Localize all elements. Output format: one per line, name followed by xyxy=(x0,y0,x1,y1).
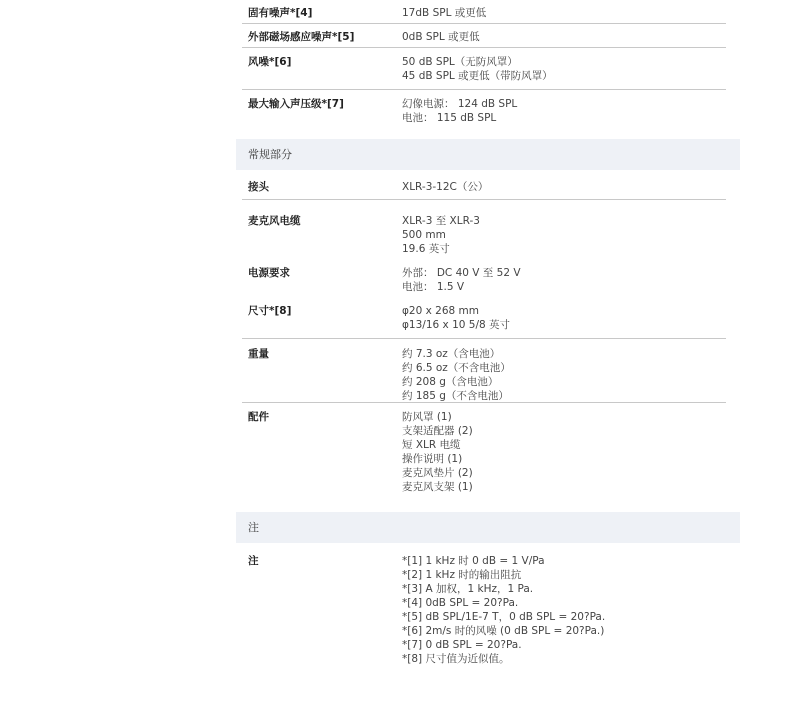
spec-value-line: 500 mm xyxy=(402,229,446,241)
note-line: *[5] dB SPL/1E-7 T，0 dB SPL = 20?Pa. xyxy=(402,611,606,623)
spec-row-wind-noise xyxy=(236,48,740,90)
note-line: *[2] 1 kHz 时的输出阻抗 xyxy=(402,569,522,581)
spec-label: 接头 xyxy=(248,181,269,193)
spec-value xyxy=(402,214,740,266)
spec-value xyxy=(402,180,740,200)
spec-value xyxy=(402,30,740,48)
notes-label: 注 xyxy=(248,555,259,567)
spec-row-self-noise xyxy=(236,0,740,24)
spec-value-line: 短 XLR 电缆 xyxy=(402,439,461,451)
spec-row-cable xyxy=(236,200,740,266)
note-line: *[4] 0dB SPL = 20?Pa. xyxy=(402,597,519,609)
notes-values xyxy=(402,554,740,666)
note-line: *[6] 2m/s 时的风噪 (0 dB SPL = 20?Pa.) xyxy=(402,625,605,637)
spec-row-weight xyxy=(236,339,740,403)
spec-value xyxy=(402,55,740,90)
spec-row-dimensions xyxy=(236,304,740,339)
spec-value-line: 麦克风支架 (1) xyxy=(402,481,473,493)
spec-row-max-spl xyxy=(236,90,740,132)
notes-row xyxy=(236,554,740,666)
spec-value-line: 19.6 英寸 xyxy=(402,243,450,255)
spec-label: 最大输入声压级*[7] xyxy=(248,98,344,110)
spec-label: 电源要求 xyxy=(248,267,290,279)
spec-value-line: XLR-3 至 XLR-3 xyxy=(402,215,480,227)
spec-table-general xyxy=(236,174,740,499)
notes-table xyxy=(236,554,740,666)
spec-label: 麦克风电缆 xyxy=(248,215,301,227)
spec-value-line: 约 7.3 oz（含电池） xyxy=(402,348,501,360)
spec-label: 配件 xyxy=(248,411,269,423)
spec-value xyxy=(402,6,740,24)
spec-value-line: 电池： 1.5 V xyxy=(402,281,465,293)
spec-value-line: 幻像电源： 124 dB SPL xyxy=(402,98,518,110)
spec-value-line: 支架适配器 (2) xyxy=(402,425,473,437)
spec-row-magnetic-noise xyxy=(236,24,740,48)
spec-value-line: 外部： DC 40 V 至 52 V xyxy=(402,267,521,279)
spec-value xyxy=(402,266,740,304)
spec-value xyxy=(402,304,740,339)
spec-value-line: 约 185 g（不含电池） xyxy=(402,390,509,402)
spec-value xyxy=(402,410,740,499)
spec-value-line: 约 208 g（含电池） xyxy=(402,376,499,388)
spec-value-line: 约 6.5 oz（不含电池） xyxy=(402,362,511,374)
spec-value-line: 45 dB SPL 或更低（带防风罩） xyxy=(402,70,553,82)
note-line: *[8] 尺寸值为近似值。 xyxy=(402,653,510,665)
spec-value-line: 0dB SPL 或更低 xyxy=(402,31,480,43)
spec-row-power xyxy=(236,266,740,304)
spec-value-line: φ13/16 x 10 5/8 英寸 xyxy=(402,319,511,331)
note-line: *[1] 1 kHz 时 0 dB = 1 V/Pa xyxy=(402,555,545,567)
spec-value-line: 17dB SPL 或更低 xyxy=(402,7,487,19)
section-header-general: 常规部分 xyxy=(236,139,740,170)
spec-table-top xyxy=(236,0,740,132)
note-line: *[7] 0 dB SPL = 20?Pa. xyxy=(402,639,522,651)
spec-row-accessories xyxy=(236,403,740,499)
spec-value xyxy=(402,97,740,132)
spec-value-line: 麦克风垫片 (2) xyxy=(402,467,473,479)
spec-label: 外部磁场感应噪声*[5] xyxy=(248,31,355,43)
spec-label: 风噪*[6] xyxy=(248,56,292,68)
spec-row-connector xyxy=(236,174,740,200)
spec-label: 重量 xyxy=(248,348,269,360)
spec-value-line: XLR-3-12C（公） xyxy=(402,181,489,193)
spec-value xyxy=(402,347,740,403)
spec-value-line: 操作说明 (1) xyxy=(402,453,463,465)
spec-value-line: 50 dB SPL（无防风罩） xyxy=(402,56,518,68)
spec-value-line: 防风罩 (1) xyxy=(402,411,452,423)
note-line: *[3] A 加权，1 kHz，1 Pa. xyxy=(402,583,534,595)
spec-label: 尺寸*[8] xyxy=(248,305,292,317)
spec-value-line: 电池： 115 dB SPL xyxy=(402,112,497,124)
spec-value-line: φ20 x 268 mm xyxy=(402,305,480,317)
spec-label: 固有噪声*[4] xyxy=(248,7,313,19)
section-header-notes: 注 xyxy=(236,512,740,543)
